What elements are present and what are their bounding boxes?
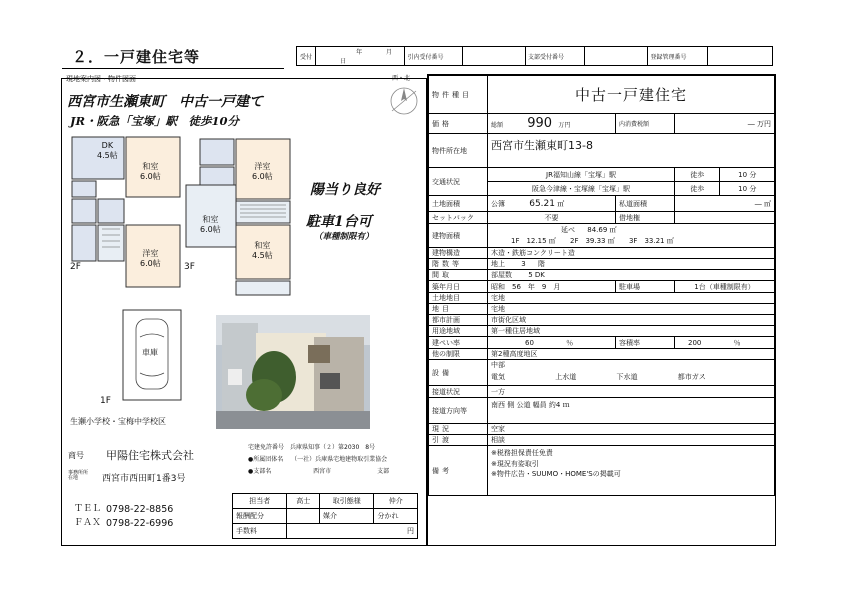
leasehold-value: [675, 212, 775, 224]
city-plan-value: 市街化区域: [488, 315, 775, 326]
price-cell: 総額 990 万円: [488, 114, 616, 134]
traffic-label: 交通状況: [429, 168, 488, 196]
zoning-label: 用途地域: [429, 326, 488, 337]
field-2-value[interactable]: [585, 47, 648, 66]
traffic-1-walk: 徒歩: [675, 168, 720, 182]
land-cat2-label: 地目: [429, 304, 488, 315]
floor-plan-1f-garage: [122, 309, 184, 405]
building-total: 延べ 84.69 ㎡: [488, 224, 775, 236]
property-spec-panel: [427, 74, 776, 546]
room-washitsu-2f: 和室 6.0帖: [140, 162, 161, 182]
company-label: 商号: [68, 451, 84, 460]
facility-label: 設備: [429, 360, 488, 386]
land-cat2-value: 宅地: [488, 304, 775, 315]
other-limit-value: 第2種高度地区: [488, 349, 775, 360]
compass-icon: [388, 85, 420, 117]
far-label: 容積率: [616, 337, 675, 349]
received-date: 年 月 日: [316, 47, 405, 66]
tel-number: 0798-22-8856: [106, 504, 174, 515]
heading-underline: [62, 68, 284, 69]
structure-label: 建物構造: [429, 248, 488, 259]
tel-label: ＴＥＬ: [74, 504, 102, 514]
bcr-label: 建ぺい率: [429, 337, 488, 349]
compass-caption: 西・北: [392, 75, 411, 82]
tax-cell: ― 万円: [675, 114, 775, 134]
deal-value: 仲介: [374, 494, 418, 509]
catch-parking-note: （車種制限有）: [314, 232, 374, 242]
deal-label: 取引態様: [320, 494, 374, 509]
parking-label: 駐車場: [616, 281, 675, 293]
catch-parking: 駐車1台可: [306, 214, 372, 230]
location-value: 西宮市生瀬東町13-8: [488, 134, 775, 168]
fax-number: 0798-22-6996: [106, 518, 174, 529]
building-floors: 1F 12.15 ㎡ 2F 39.33 ㎡ 3F 33.21 ㎡: [488, 236, 775, 248]
status-value: 空家: [488, 424, 775, 435]
layout-value: 部屋数 5 DK: [488, 270, 775, 281]
fax-label: ＦＡＸ: [74, 518, 102, 528]
notes-label: 備考: [429, 446, 488, 496]
setback-value: 不要: [488, 212, 616, 224]
staff-name: 高士: [287, 494, 320, 509]
facility-value: 中部 電気 上水道 下水道 都市ガス: [488, 360, 775, 386]
traffic-2-walk: 徒歩: [675, 182, 720, 196]
rent-label: 手数料: [233, 524, 287, 539]
traffic-2-min: 10 分: [720, 182, 775, 196]
field-2-label: 支部受付番号: [525, 47, 584, 66]
road-label: 接道状況: [429, 386, 488, 398]
room-washitsu-3f-b: 和室 4.5帖: [252, 241, 273, 261]
property-title: 西宮市生瀬東町 中古一戸建て: [67, 94, 263, 110]
rent-value: 円: [287, 524, 418, 539]
note-2: ※現況有姿取引: [491, 459, 539, 468]
far-value: 200 ％: [675, 337, 775, 349]
road-detail-label: 接道方向等: [429, 398, 488, 424]
room-garage: 車庫: [142, 348, 158, 357]
fee-label: 報酬配分: [233, 509, 287, 524]
exterior-photo: [216, 315, 370, 429]
deal2-label: 媒介: [320, 509, 374, 524]
other-limit-label: 他の制限: [429, 349, 488, 360]
floors-label: 階数等: [429, 259, 488, 270]
registration-header-table: [296, 46, 773, 66]
company-name: 甲陽住宅株式会社: [106, 449, 194, 462]
field-1-label: 引内受付番号: [405, 47, 462, 66]
field-3-value[interactable]: [707, 47, 772, 66]
property-drawing-panel: [61, 75, 427, 546]
delivery-label: 引渡: [429, 435, 488, 446]
layout-label: 間取: [429, 270, 488, 281]
delivery-value: 相談: [488, 435, 775, 446]
staff-label: 担当者: [233, 494, 287, 509]
catch-sunny: 陽当り良好: [310, 182, 380, 198]
document-heading: ２．一戸建住宅等: [72, 48, 201, 66]
fee-value[interactable]: [287, 509, 320, 524]
association-2: ●支部名 西宮市 支部: [248, 468, 390, 475]
floors-value: 地上 3 階: [488, 259, 775, 270]
room-youshitsu-3f: 洋室 6.0帖: [252, 162, 273, 182]
property-type: 中古一戸建住宅: [488, 76, 775, 114]
built-value: 昭和 56 年 9 月: [488, 281, 616, 293]
floor-label-1f: 1F: [100, 396, 111, 406]
address-label: 事務所所在地: [68, 470, 89, 481]
land-cat-value: 宅地: [488, 293, 775, 304]
association-1: ●所属団体名 （一社）兵庫県宅地建物取引業協会: [248, 456, 388, 463]
private-road-label: 私道面積: [616, 196, 675, 212]
city-plan-label: 都市計画: [429, 315, 488, 326]
note-3: ※物件広告・SUUMO・HOME'Sの掲載可: [491, 470, 621, 478]
road-detail: 南西 側 公道 幅員 約4 ｍ: [488, 398, 775, 424]
notes-value: [488, 446, 775, 496]
price-label: 価格: [429, 114, 488, 134]
type-label: 物件種目: [429, 76, 488, 114]
traffic-1: JR福知山線「宝塚」駅: [488, 168, 675, 182]
staff-footer-table: [232, 493, 418, 539]
parking-value: 1台（車種制限有）: [675, 281, 775, 293]
location-label: 物件所在地: [429, 134, 488, 168]
received-label: 受付: [297, 47, 316, 66]
land-cell: 公簿 65.21 ㎡: [488, 196, 616, 212]
road-type: 一方: [488, 386, 775, 398]
property-spec-table: [428, 75, 775, 496]
field-3-label: 登録管理番号: [648, 47, 707, 66]
company-address: 西宮市西田町1番3号: [102, 474, 186, 484]
license-number: 宅建免許番号 兵庫県知事（２）第2030 8号: [248, 444, 376, 451]
deal3-value: 分かれ: [374, 509, 418, 524]
traffic-1-min: 10 分: [720, 168, 775, 182]
bcr-value: 60 ％: [488, 337, 616, 349]
room-washitsu-3f-a: 和室 6.0帖: [200, 215, 221, 235]
room-dk: DK 4.5帖: [97, 141, 118, 161]
price-value: 990: [527, 116, 553, 131]
floor-label-2f: 2F: [70, 262, 81, 272]
room-youshitsu-2f: 洋室 6.0帖: [140, 249, 161, 269]
floor-label-3f: 3F: [184, 262, 195, 272]
structure-value: 木造・鉄筋コンクリート造: [488, 248, 775, 259]
traffic-2: 阪急今津線・宝塚線「宝塚」駅: [488, 182, 675, 196]
zoning-value: 第一種住居地域: [488, 326, 775, 337]
setback-label: セットバック: [429, 212, 488, 224]
note-1: ※税務担保責任免責: [491, 449, 553, 457]
leasehold-label: 借地権: [616, 212, 675, 224]
access-line: JR・阪急「宝塚」駅 徒歩10分: [70, 114, 240, 128]
private-road-value: ― ㎡: [675, 196, 775, 212]
land-label: 土地面積: [429, 196, 488, 212]
building-label: 建物面積: [429, 224, 488, 248]
tax-label: 内消費税額: [616, 114, 675, 134]
school-district: 生瀬小学校・宝梅中学校区: [70, 417, 166, 426]
land-cat-label: 土地地目: [429, 293, 488, 304]
status-label: 現況: [429, 424, 488, 435]
built-label: 築年月日: [429, 281, 488, 293]
field-1-value[interactable]: [462, 47, 525, 66]
panel-caption: 現地案内図・物件図面: [66, 75, 136, 83]
